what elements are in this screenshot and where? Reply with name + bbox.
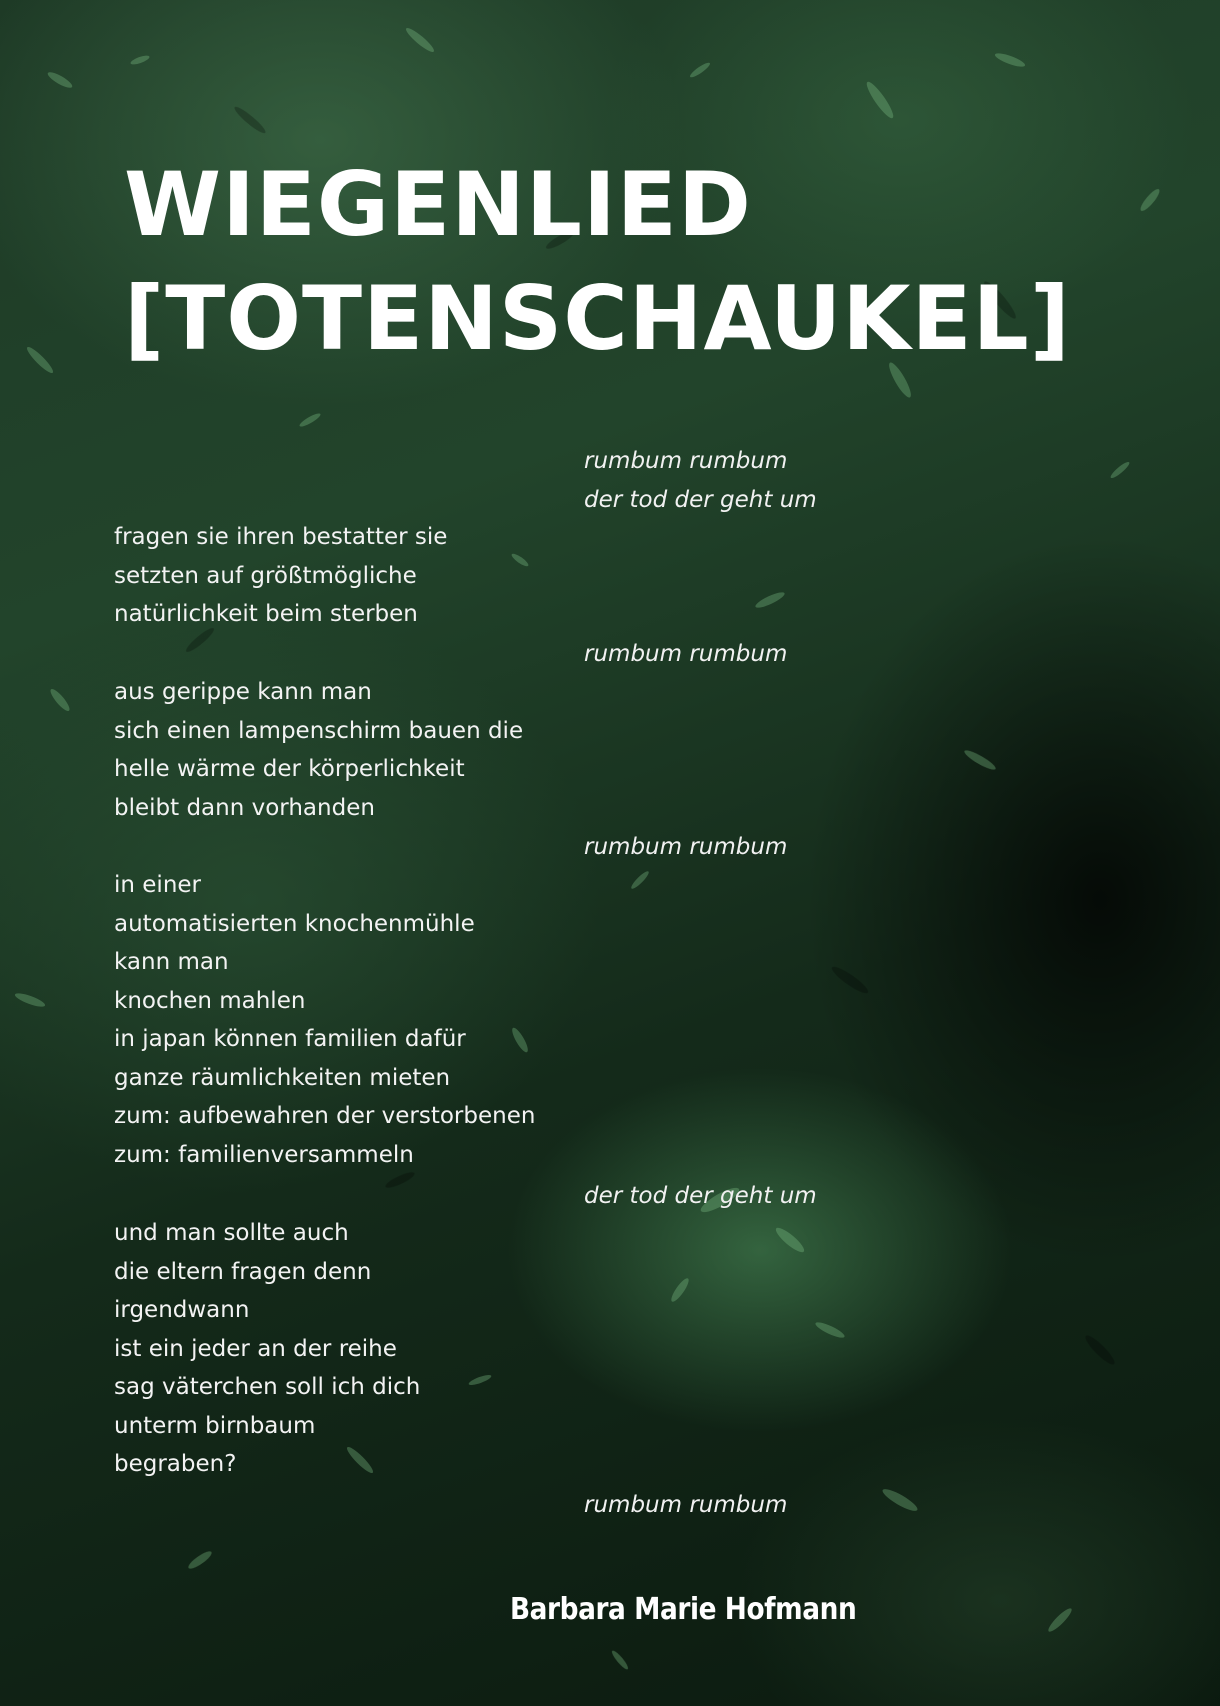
refrain-line: der tod der geht um	[584, 487, 817, 513]
refrain-4	[584, 1177, 817, 1216]
verse-line: aus gerippe kann man	[114, 679, 372, 705]
refrain-line: rumbum rumbum	[584, 1492, 788, 1518]
refrain-line: rumbum rumbum	[584, 448, 788, 474]
verse-line: in einer	[114, 872, 202, 898]
verse-1	[114, 518, 447, 634]
verse-line: in japan können familien dafür	[114, 1026, 466, 1052]
refrain-line: der tod der geht um	[584, 1183, 817, 1209]
verse-line: sich einen lampenschirm bauen die	[114, 717, 524, 744]
verse-line: unterm birnbaum	[114, 1412, 316, 1439]
verse-line: irgendwann	[114, 1297, 250, 1323]
verse-line: helle wärme der körperlichkeit	[114, 756, 465, 782]
verse-3	[114, 866, 535, 1174]
verse-4	[114, 1214, 420, 1484]
verse-line: die eltern fragen denn	[114, 1258, 372, 1285]
refrain-line: rumbum rumbum	[584, 641, 788, 667]
poem-title-line-2: [TOTENSCHAUKEL]	[124, 267, 1071, 370]
poem-title	[124, 148, 1071, 376]
verse-line: natürlichkeit beim sterben	[114, 601, 418, 627]
poem-title-line-1: WIEGENLIED	[124, 153, 752, 256]
verse-line: fragen sie ihren bestatter sie	[114, 524, 448, 550]
refrain-1	[584, 442, 817, 520]
verse-line: bleibt dann vorhanden	[114, 794, 375, 821]
refrain-5	[584, 1486, 787, 1525]
verse-line: zum: aufbewahren der verstorbenen	[114, 1103, 536, 1129]
refrain-2	[584, 635, 787, 674]
verse-2	[114, 673, 523, 827]
verse-line: ist ein jeder an der reihe	[114, 1335, 397, 1362]
verse-line: kann man	[114, 949, 229, 975]
verse-line: knochen mahlen	[114, 987, 306, 1014]
verse-line: setzten auf größtmögliche	[114, 562, 417, 589]
verse-line: automatisierten knochenmühle	[114, 910, 475, 937]
verse-line: zum: familienversammeln	[114, 1141, 414, 1168]
verse-line: begraben?	[114, 1451, 237, 1477]
verse-line: sag väterchen soll ich dich	[114, 1374, 421, 1400]
verse-line: ganze räumlichkeiten mieten	[114, 1064, 451, 1091]
refrain-3	[584, 828, 787, 867]
refrain-line: rumbum rumbum	[584, 834, 788, 860]
author-name: Barbara Marie Hofmann	[510, 1592, 857, 1627]
verse-line: und man sollte auch	[114, 1220, 349, 1246]
